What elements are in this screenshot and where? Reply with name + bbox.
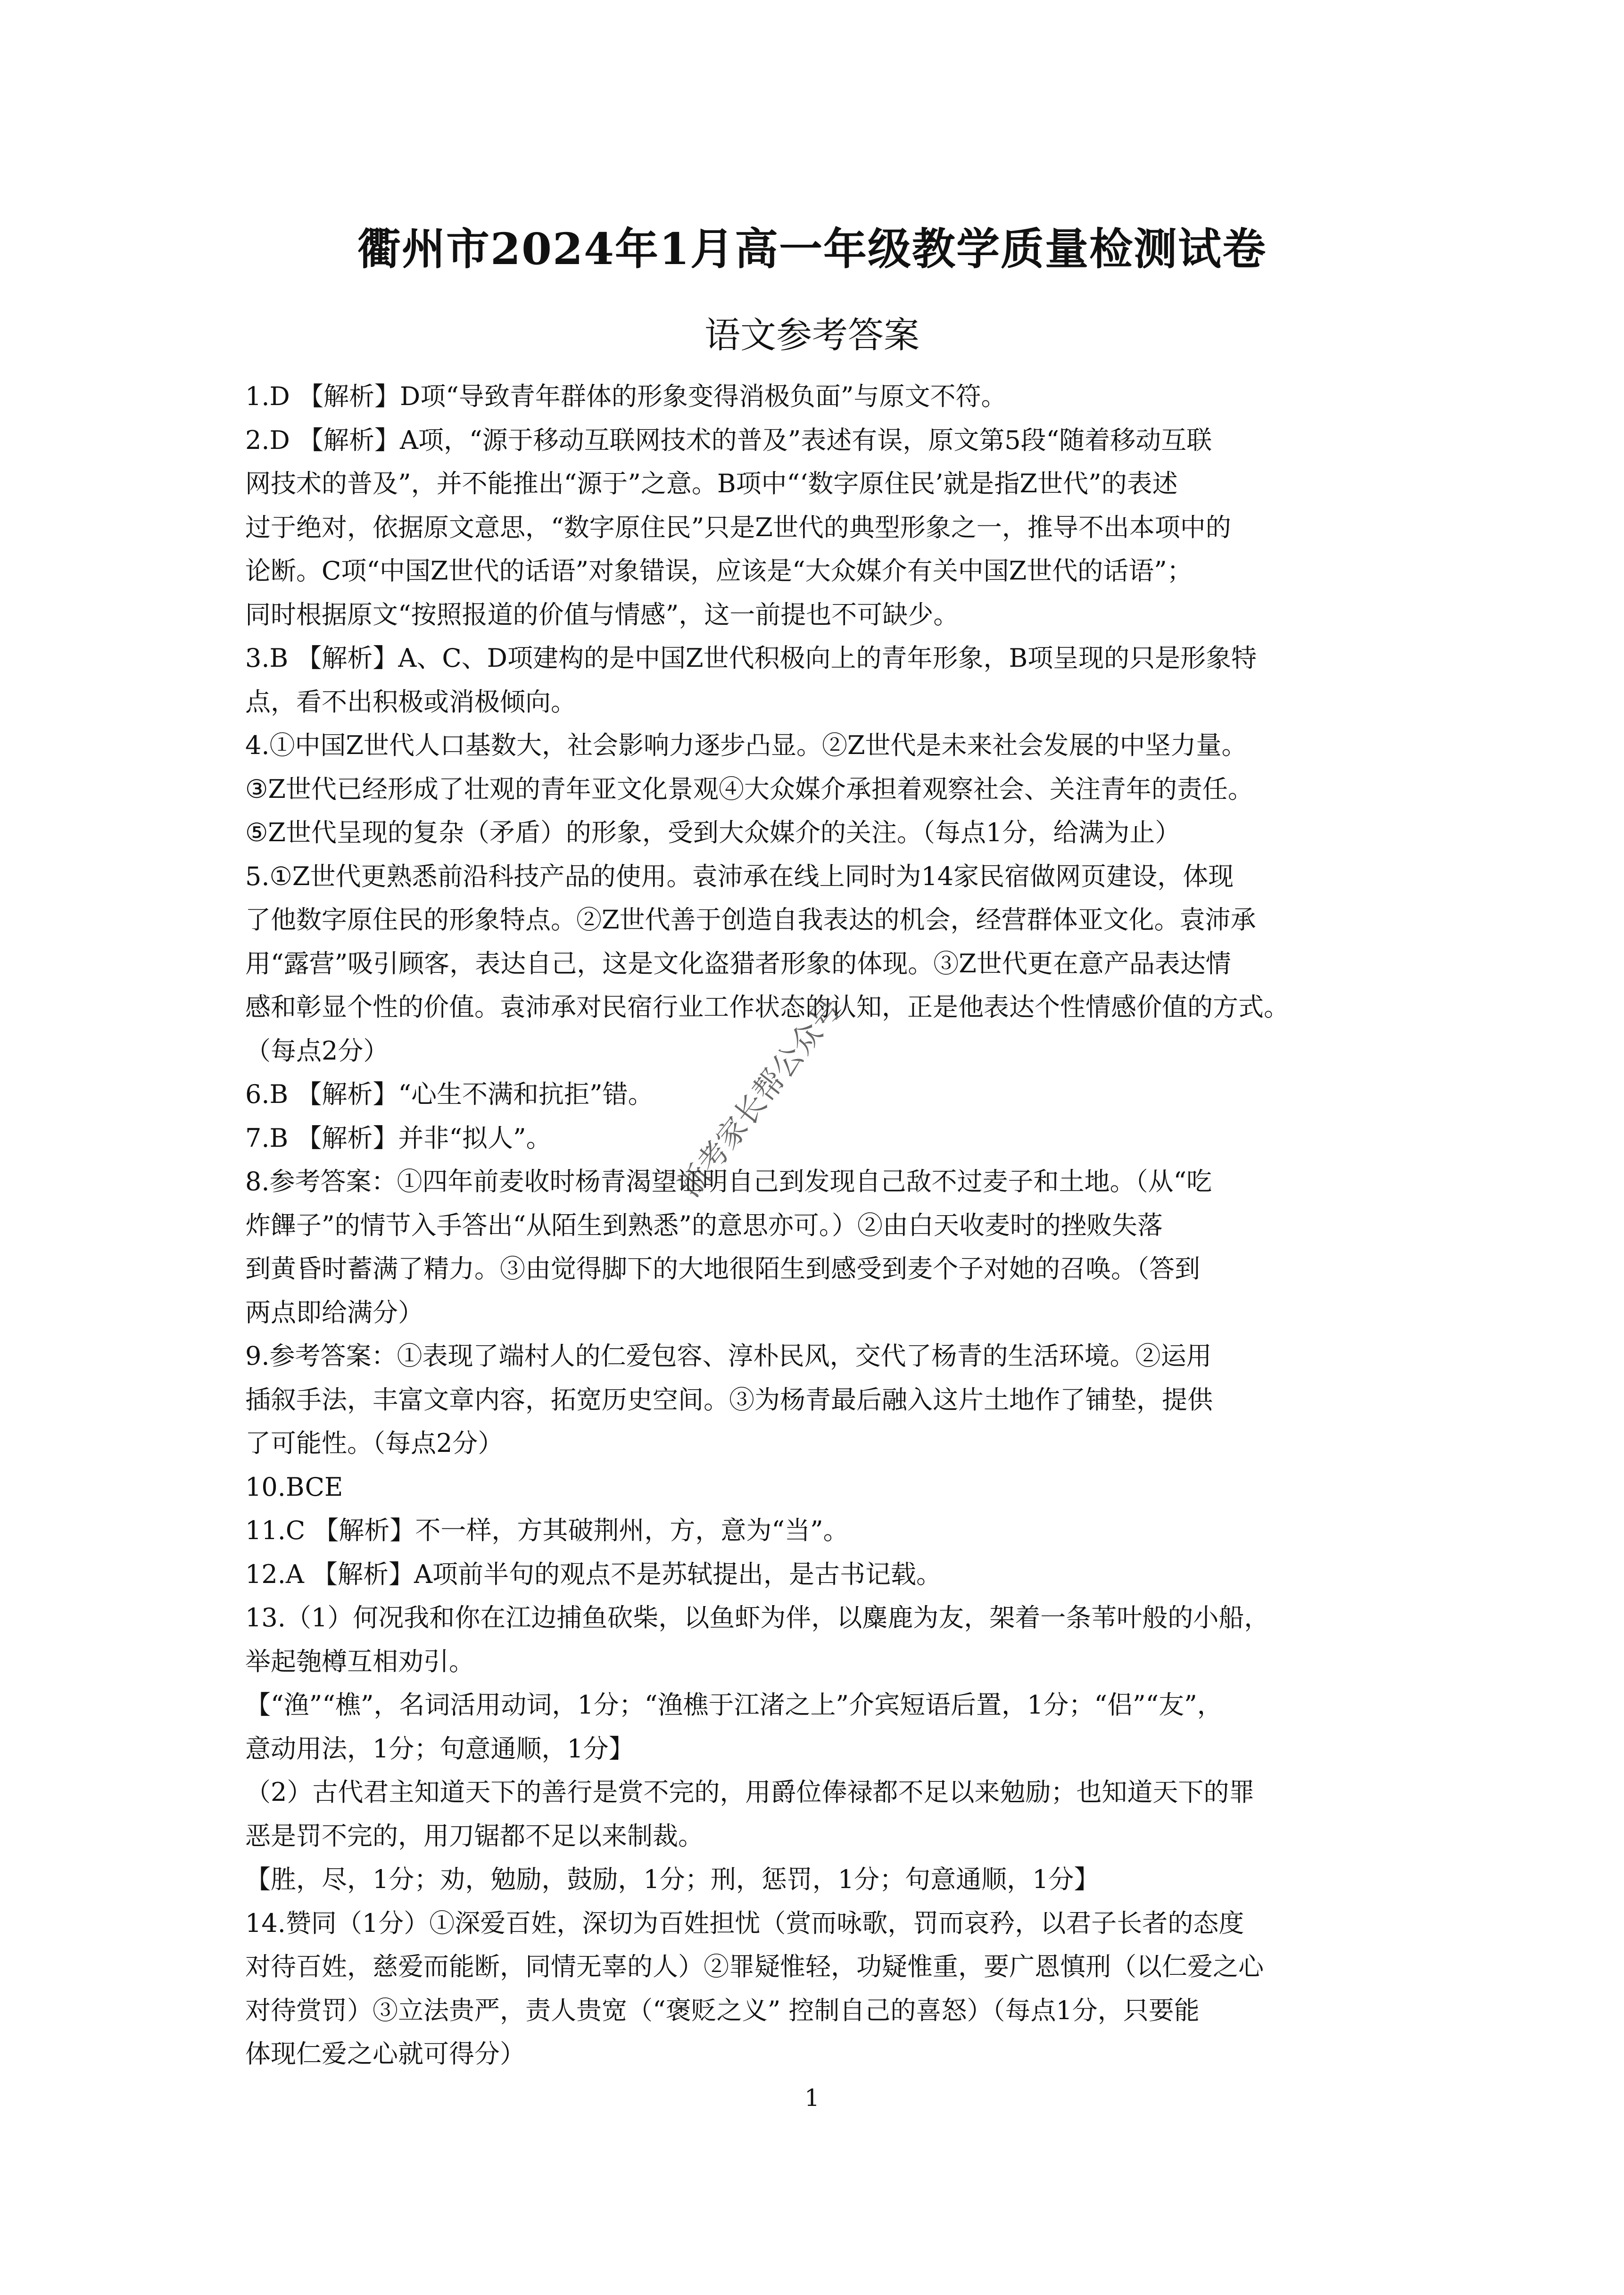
- answer-line: 6.B 【解析】“心生不满和抗拒”错。: [245, 1079, 654, 1109]
- answer-line: （每点2分）: [245, 1036, 389, 1066]
- answer-line: 用“露营”吸引顾客，表达自己，这是文化盗猎者形象的体现。③Z世代更在意产品表达情: [245, 948, 1231, 978]
- answer-line: 了可能性。（每点2分）: [245, 1428, 504, 1458]
- answer-line: 2.D 【解析】A项，“源于移动互联网技术的普及”表述有误，原文第5段“随着移动互联: [245, 425, 1212, 455]
- answer-line: 1.D 【解析】D项“导致青年群体的形象变得消极负面”与原文不符。: [245, 381, 1007, 411]
- answer-line: 了他数字原住民的形象特点。②Z世代善于创造自我表达的机会，经营群体亚文化。袁沛承: [245, 905, 1256, 935]
- answer-line: 对待赏罚）③立法贵严，责人贵宽（“褒贬之义” 控制自己的喜怒）（每点1分，只要能: [245, 1995, 1200, 2025]
- answer-line: 12.A 【解析】A项前半句的观点不是苏轼提出，是古书记载。: [245, 1559, 942, 1589]
- answer-line: 过于绝对，依据原文意思，“数字原住民”只是Z世代的典型形象之一，推导不出本项中的: [245, 512, 1231, 542]
- answer-line: 14.赞同（1分）①深爱百姓，深切为百姓担忧（赏而咏歌，罚而哀矜，以君子长者的态度: [245, 1908, 1244, 1938]
- answer-line: 10.BCE: [245, 1472, 343, 1502]
- answer-line: 两点即给满分）: [245, 1297, 423, 1327]
- answer-line: 13.（1）何况我和你在江边捕鱼砍柴，以鱼虾为伴，以麋鹿为友，架着一条苇叶般的小船，: [245, 1603, 1270, 1632]
- answer-line: 3.B 【解析】A、C、D项建构的是中国Z世代积极向上的青年形象，B项呈现的只是形象特: [245, 643, 1257, 673]
- answer-line: （2）古代君主知道天下的善行是赏不完的，用爵位俸禄都不足以来勉励；也知道天下的罪: [245, 1777, 1255, 1807]
- answer-line: 同时根据原文“按照报道的价值与情感”，这一前提也不可缺少。: [245, 599, 959, 630]
- answer-line: 感和彰显个性的价值。袁沛承对民宿行业工作状态的认知，正是他表达个性情感价值的方式。: [245, 992, 1289, 1022]
- answer-line: 网技术的普及”，并不能推出“源于”之意。B项中“‘数字原住民’就是指Z世代”的表述: [245, 469, 1178, 498]
- answer-line: 【“渔”“樵”，名词活用动词，1分；“渔樵于江渚之上”介宾短语后置，1分；“侣”“友”，: [245, 1690, 1223, 1720]
- answer-line: 8.参考答案：①四年前麦收时杨青渴望证明自己到发现自己敌不过麦子和土地。（从“吃: [245, 1167, 1212, 1196]
- page-title: 衢州市2024年1月高一年级教学质量检测试卷: [357, 224, 1267, 274]
- answer-line: 到黄昏时蓄满了精力。③由觉得脚下的大地很陌生到感受到麦个子对她的召唤。（答到: [245, 1254, 1200, 1284]
- answer-line: 举起匏樽互相劝引。: [245, 1646, 474, 1676]
- answer-line: 9.参考答案：①表现了端村人的仁爱包容、淳朴民风，交代了杨青的生活环境。②运用: [245, 1341, 1212, 1371]
- answer-line: 意动用法，1分；句意通顺，1分】: [245, 1733, 634, 1764]
- answer-line: ③Z世代已经形成了壮观的青年亚文化景观④大众媒介承担着观察社会、关注青年的责任。: [245, 774, 1253, 804]
- page-number: 1: [804, 2084, 820, 2112]
- answer-line: 插叙手法，丰富文章内容，拓宽历史空间。③为杨青最后融入这片土地作了铺垫，提供: [245, 1384, 1213, 1415]
- answer-line: 【胜，尽，1分；劝，勉励，鼓励，1分；刑，惩罚，1分；句意通顺，1分】: [245, 1864, 1100, 1894]
- answer-line: 11.C 【解析】不一样，方其破荆州，方，意为“当”。: [245, 1516, 849, 1545]
- answer-line: 对待百姓，慈爱而能断，同情无辜的人）②罪疑惟轻，功疑惟重，要广恩慎刑（以仁爱之心: [245, 1952, 1264, 1981]
- answer-body: [245, 375, 1396, 2076]
- watermark-text: 浙考家长帮公众号: [672, 992, 849, 1204]
- page-subtitle: 语文参考答案: [704, 314, 920, 356]
- answer-line: 炸饆子”的情节入手答出“从陌生到熟悉”的意思亦可。）②由白天收麦时的挫败失落: [245, 1210, 1163, 1240]
- answer-line: 体现仁爱之心就可得分）: [245, 2039, 525, 2069]
- answer-line: ⑤Z世代呈现的复杂（矛盾）的形象，受到大众媒介的关注。（每点1分，给满为止）: [245, 818, 1181, 847]
- answer-line: 恶是罚不完的，用刀锯都不足以来制裁。: [245, 1821, 704, 1851]
- answer-line: 5.①Z世代更熟悉前沿科技产品的使用。袁沛承在线上同时为14家民宿做网页建设，体现: [245, 861, 1234, 891]
- answer-line: 4.①中国Z世代人口基数大，社会影响力逐步凸显。②Z世代是未来社会发展的中坚力量。: [245, 730, 1247, 760]
- answer-line: 论断。C项“中国Z世代的话语”对象错误，应该是“大众媒介有关中国Z世代的话语”；: [245, 556, 1193, 586]
- answer-line: 点，看不出积极或消极倾向。: [245, 687, 576, 717]
- answer-line: 7.B 【解析】并非“拟人”。: [245, 1123, 552, 1153]
